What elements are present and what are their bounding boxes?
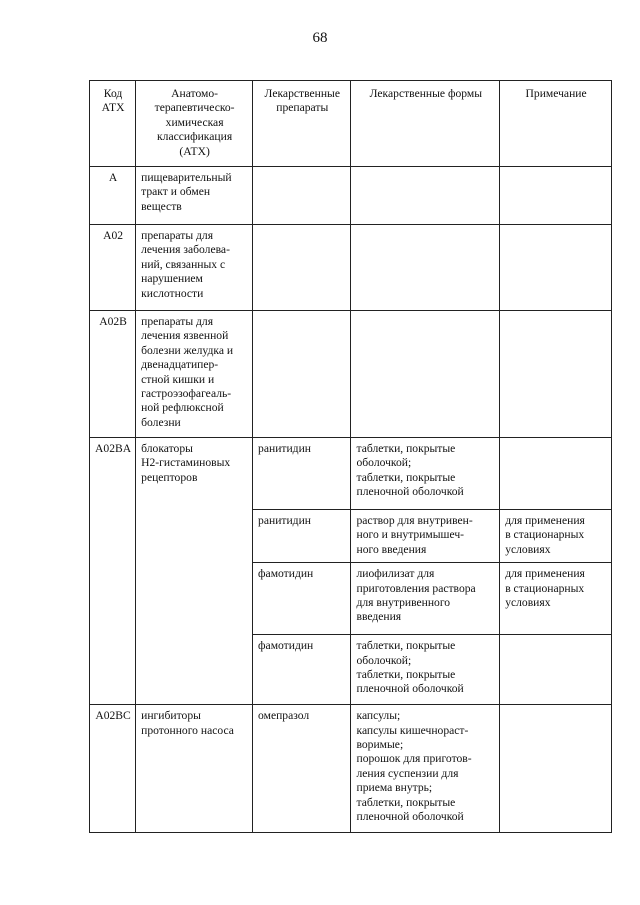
classification-cell: ингибиторы протонного насоса [136, 705, 253, 833]
forms-cell: таблетки, покрытые оболочкой; таблетки, покрытые пленочной оболочкой [351, 635, 500, 705]
forms-cell: капсулы; капсулы кишечнораст- воримые; порошок для приготов- ления суспензии для приема внутрь; таблетки, покрытые пленочной оболочкой [351, 705, 500, 833]
drug-cell: фамотидин [253, 635, 351, 705]
table-row [90, 311, 612, 438]
forms-cell: лиофилизат для приготовления раствора для внутривенного введения [351, 563, 500, 635]
forms-cell: таблетки, покрытые оболочкой; таблетки, покрытые пленочной оболочкой [351, 438, 500, 510]
table-row [90, 438, 612, 510]
note-cell: для применения в стационарных условиях [500, 563, 612, 635]
forms-cell [351, 311, 500, 438]
drug-cell: ранитидин [253, 510, 351, 563]
forms-cell [351, 225, 500, 311]
header-drugs: Лекарственные препараты [253, 81, 351, 167]
note-cell [500, 225, 612, 311]
forms-cell [351, 167, 500, 225]
classification-cell: препараты для лечения язвенной болезни желудка и двенадцатипер- стной кишки и гастроэзофагеаль- ной рефлюксной болезни [136, 311, 253, 438]
drug-cell [253, 225, 351, 311]
page-number: 68 [312, 30, 328, 46]
header-code: Код АТХ [90, 81, 136, 167]
note-cell [500, 705, 612, 833]
atc-code-cell: A02BA [90, 438, 136, 705]
header-note: Примечание [500, 81, 612, 167]
drug-cell: ранитидин [253, 438, 351, 510]
note-cell [500, 167, 612, 225]
table-row [90, 225, 612, 311]
classification-cell: препараты для лечения заболева- ний, связанных с нарушением кислотности [136, 225, 253, 311]
note-cell [500, 635, 612, 705]
forms-cell: раствор для внутривен- ного и внутримышеч- ного введения [351, 510, 500, 563]
header-classification: Анатомо- терапевтическо- химическая классификация (АТХ) [136, 81, 253, 167]
classification-cell: блокаторы H2-гистаминовых рецепторов [136, 438, 253, 705]
note-cell [500, 311, 612, 438]
atc-code-cell: A02BC [90, 705, 136, 833]
drug-cell: фамотидин [253, 563, 351, 635]
atc-code-cell: A02 [90, 225, 136, 311]
classification-cell: пищеварительный тракт и обмен веществ [136, 167, 253, 225]
table-row [90, 167, 612, 225]
drug-cell: омепразол [253, 705, 351, 833]
header-forms: Лекарственные формы [351, 81, 500, 167]
table-header-row [90, 81, 612, 167]
atc-drug-table [89, 80, 612, 833]
atc-code-cell: A [90, 167, 136, 225]
note-cell [500, 438, 612, 510]
table-row [90, 705, 612, 833]
note-cell: для применения в стационарных условиях [500, 510, 612, 563]
drug-cell [253, 167, 351, 225]
drug-cell [253, 311, 351, 438]
atc-code-cell: A02B [90, 311, 136, 438]
